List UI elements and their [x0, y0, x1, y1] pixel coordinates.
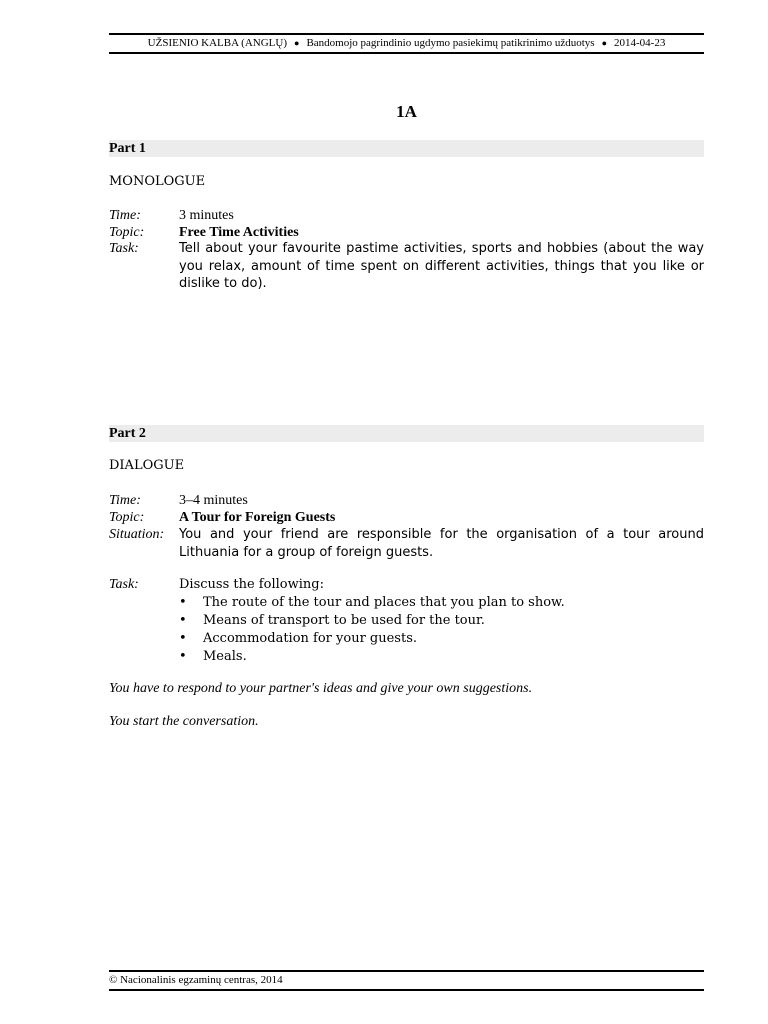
part2-topic-label: Topic: [109, 510, 145, 525]
part1-time-value: 3 minutes [179, 208, 234, 223]
list-item-text: Meals. [203, 649, 247, 664]
part2-task-intro: Discuss the following: [179, 577, 324, 592]
list-item-text: The route of the tour and places that you plan to show. [203, 595, 565, 610]
bullet-icon: • [179, 595, 187, 610]
part2-situation-value: You and your friend are responsible for the organisation of a tour around Lithuania for a group of foreign guests. [179, 527, 704, 560]
list-item [179, 630, 704, 648]
part2-task-list [179, 594, 704, 666]
part2-mode: DIALOGUE [109, 458, 185, 473]
header-separator: ● [294, 38, 300, 48]
variant-title: 1A [396, 102, 417, 121]
header-date: 2014-04-23 [614, 37, 666, 49]
list-item-text: Means of transport to be used for the tour. [203, 613, 485, 628]
list-item [179, 594, 704, 612]
part1-task-label: Task: [109, 241, 139, 256]
header-separator: ● [601, 38, 607, 48]
part2-time-label: Time: [109, 493, 141, 508]
list-item-text: Accommodation for your guests. [203, 631, 418, 646]
part1-mode: MONOLOGUE [109, 174, 206, 189]
part1-time-label: Time: [109, 208, 141, 223]
list-item [179, 648, 704, 666]
part2-topic-value: A Tour for Foreign Guests [179, 510, 336, 525]
part2-instruction-respond: You have to respond to your partner's ideas and give your own suggestions. [109, 681, 533, 696]
page-header [109, 33, 704, 54]
header-exam: Bandomojo pagrindinio ugdymo pasiekimų patikrinimo užduotys [306, 37, 595, 49]
part1-topic-value: Free Time Activities [179, 225, 299, 240]
footer-copyright: © Nacionalinis egzaminų centras, 2014 [109, 974, 283, 986]
bullet-icon: • [179, 649, 187, 664]
part2-instruction-start: You start the conversation. [109, 714, 259, 729]
part2-heading: Part 2 [109, 425, 704, 442]
part2-time-value: 3–4 minutes [179, 493, 248, 508]
part2-task-label: Task: [109, 577, 139, 592]
part1-topic-label: Topic: [109, 225, 145, 240]
list-item [179, 612, 704, 630]
page-footer [109, 970, 704, 991]
bullet-icon: • [179, 631, 187, 646]
part2-situation-label: Situation: [109, 527, 165, 542]
part1-heading: Part 1 [109, 140, 704, 157]
header-subject: UŽSIENIO KALBA (ANGLŲ) [147, 37, 287, 49]
part1-task-value: Tell about your favourite pastime activities, sports and hobbies (about the way you relax, amount of time spent on different activities, things that you like or dislike to do). [179, 241, 704, 291]
bullet-icon: • [179, 613, 187, 628]
